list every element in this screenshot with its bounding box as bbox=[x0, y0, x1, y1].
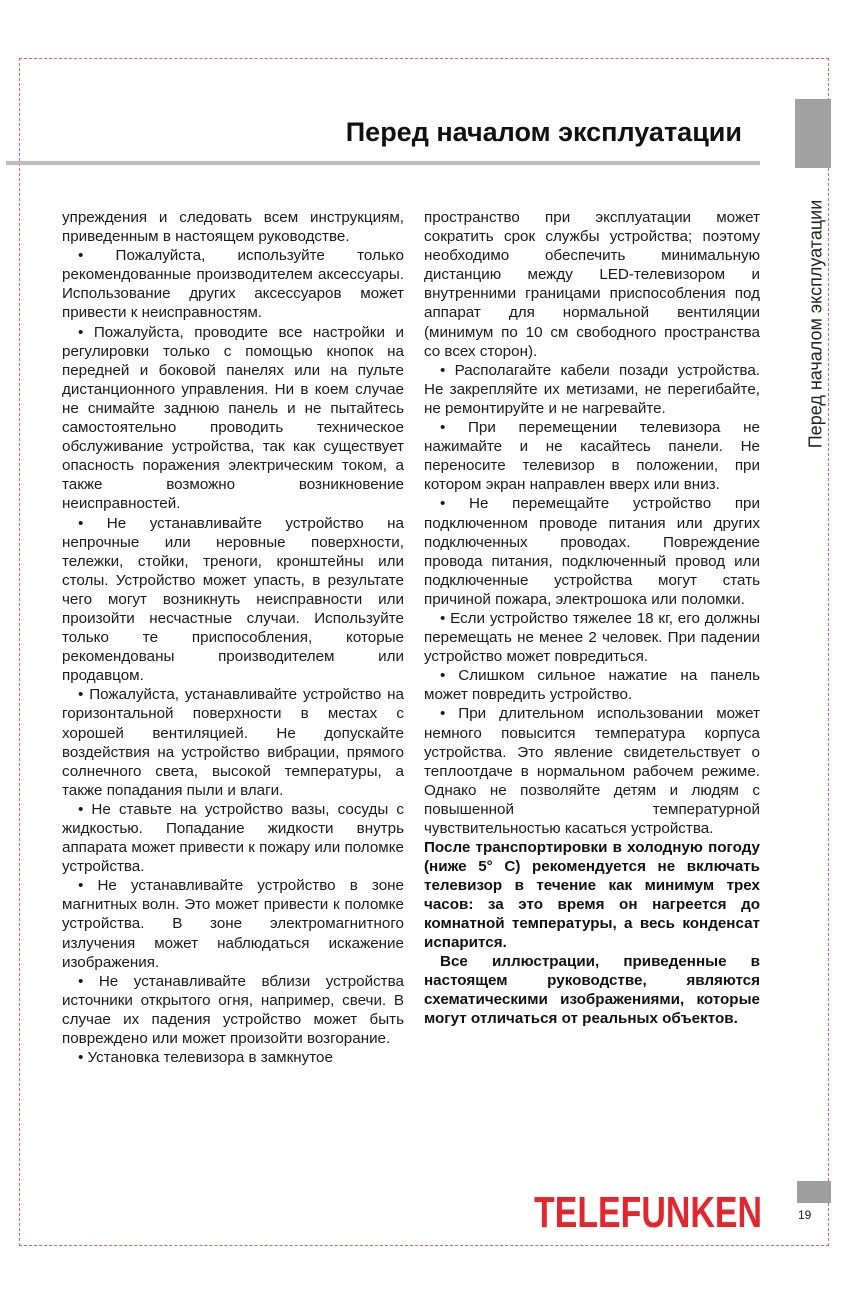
title-rule bbox=[6, 161, 760, 165]
page-tab-marker bbox=[797, 1181, 831, 1203]
left-column bbox=[62, 208, 404, 1067]
bullet-paragraph: • При длительном использовании может немного повысится температура корпуса устройства. Это явление свидетельствует о теплоотдаче в нормальном рабочем режиме. Однако не позволяйте детям и людям с повышенной температурной чувствительностью касаться устройства. bbox=[424, 705, 760, 837]
bullet-paragraph: • Не устанавливайте устройство в зоне магнитных волн. Это может привести к поломке устройства. В зоне электромагнитного излучения может наблюдаться искажение изображения. bbox=[62, 877, 404, 971]
bullet-paragraph: • При перемещении телевизора не нажимайте и не касайтесь панели. Не переносите телевизор в положении, при котором экран направлен вверх или вниз. bbox=[424, 419, 760, 494]
brand-wordmark: TELEFUNKEN bbox=[534, 1189, 762, 1233]
page-number: 19 bbox=[798, 1208, 812, 1222]
transport-note: После транспортировки в холодную погоду (ниже 5° С) рекомендуется не включать телевизор в течение как минимум трех часов: за это время он нагреется до комнатной температуры, а весь конденсат испарится. bbox=[424, 839, 760, 952]
bullet-paragraph: • Не перемещайте устройство при подключенном проводе питания или других подключенных проводах. Повреждение провода питания, подключенный провод или подключенные устройства могут стать причиной пожара, электрошока или поломки. bbox=[424, 495, 760, 608]
right-column bbox=[424, 208, 760, 1028]
section-tab-marker bbox=[795, 99, 831, 168]
illustrations-note: Все иллюстрации, приведенные в настоящем руководстве, являются схематическими изображениями, которые могут отличаться от реальных объектов. bbox=[424, 953, 760, 1028]
paragraph: упреждения и следовать всем инструкциям, приведенным в настоящем руководстве. bbox=[62, 209, 404, 246]
bullet-paragraph: • Слишком сильное нажатие на панель может повредить устройство. bbox=[424, 667, 760, 704]
bullet-paragraph: • Если устройство тяжелее 18 кг, его должны перемещать не менее 2 человек. При падении устройство может повредиться. bbox=[424, 609, 760, 666]
side-section-label: Перед началом эксплуатации bbox=[805, 199, 826, 449]
bullet-paragraph: • Не ставьте на устройство вазы, сосуды с жидкостью. Попадание жидкости внутрь аппарата может привести к пожару или поломке устройства. bbox=[62, 800, 404, 876]
telefunken-logo bbox=[533, 1189, 763, 1233]
bullet-paragraph: • Не устанавливайте устройство на непрочные или неровные поверхности, тележки, стойки, треноги, кронштейны или столы. Устройство может упасть, в результате чего могут возникнуть неисправности или произойти несчастные случаи. Используйте только те приспособления, которые рекомендованы производителем или продавцом. bbox=[62, 514, 404, 685]
bullet-paragraph: • Располагайте кабели позади устройства. Не закрепляйте их метизами, не перегибайте, не ремонтируйте и не нагревайте. bbox=[424, 361, 760, 417]
bullet-paragraph: • Не устанавливайте вблизи устройства источники открытого огня, например, свечи. В случае их падения устройство может быть повреждено или может произойти возгорание. bbox=[62, 972, 404, 1048]
page-title: Перед началом эксплуатации bbox=[345, 117, 742, 147]
bullet-paragraph: • Пожалуйста, устанавливайте устройство на горизонтальной поверхности в местах с хорошей вентиляцией. Не допускайте воздействия на устройство вибрации, прямого солнечного света, высокой температуры, а также попадания пыли и влаги. bbox=[62, 686, 404, 799]
paragraph: пространство при эксплуатации может сократить срок службы устройства; поэтому необходимо обеспечить минимальную дистанцию между LED-телевизором и внутренними границами приспособления под аппарат для нормальной вентиляции (минимум по 10 см свободного пространства со всех сторон). bbox=[424, 209, 760, 360]
bullet-paragraph: • Пожалуйста, проводите все настройки и регулировки только с помощью кнопок на передней и боковой панелях или на пульте дистанционного управления. Ни в коем случае не снимайте заднюю панель и не пытайтесь самостоятельно проводить техническое обслуживание устройства, так как существует опасность поражения электрическим током, а также возможно возникновение неисправностей. bbox=[62, 323, 404, 513]
bullet-paragraph: • Установка телевизора в замкнутое bbox=[78, 1049, 333, 1067]
bullet-paragraph: • Пожалуйста, используйте только рекомендованные производителем аксессуары. Использование других аксессуаров может привести к неисправностям. bbox=[62, 247, 404, 322]
